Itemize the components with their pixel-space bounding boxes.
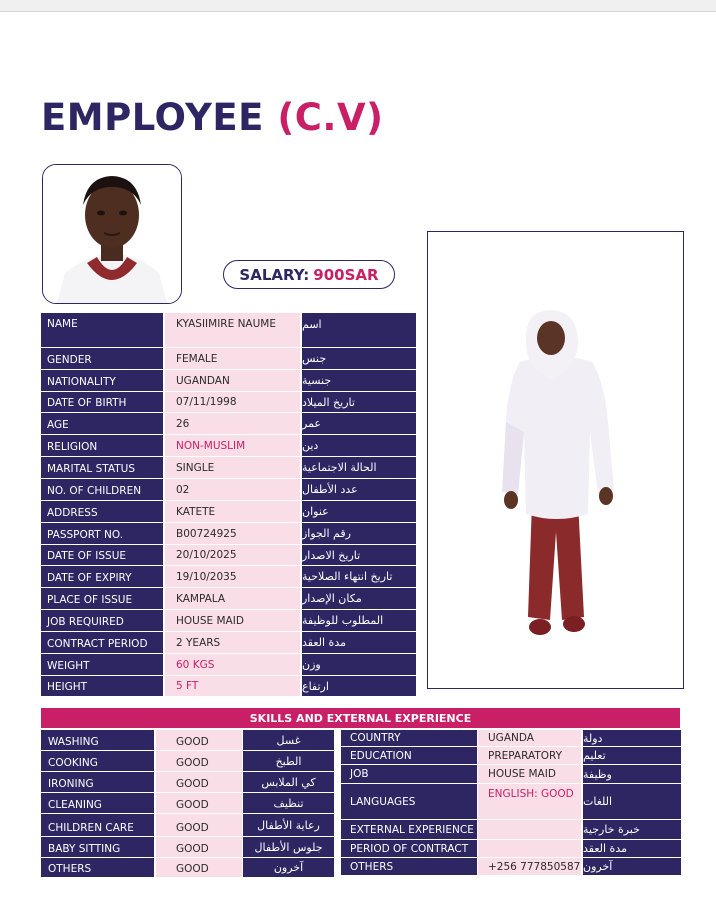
row-label: NO. OF CHILDREN bbox=[41, 479, 163, 500]
row-value: 20/10/2025 bbox=[165, 545, 300, 565]
experience-value: +256 777850587 bbox=[478, 858, 581, 875]
table-row bbox=[341, 784, 681, 820]
experience-arabic: مدة العقد bbox=[583, 840, 681, 857]
row-arabic: تاريخ الميلاد bbox=[302, 392, 416, 412]
skill-label: IRONING bbox=[41, 772, 154, 792]
skill-arabic: كي الملابس bbox=[243, 772, 334, 792]
skill-value: GOOD bbox=[156, 751, 242, 771]
experience-value: UGANDA bbox=[478, 730, 581, 746]
experience-value: HOUSE MAID bbox=[478, 765, 581, 783]
experience-label: COUNTRY bbox=[341, 730, 477, 746]
table-row bbox=[41, 751, 334, 772]
experience-arabic: خبرة خارجية bbox=[583, 820, 681, 839]
row-label: WEIGHT bbox=[41, 654, 163, 675]
row-arabic: تاريخ انتهاء الصلاحية bbox=[302, 566, 416, 587]
row-arabic: عنوان bbox=[302, 501, 416, 522]
skill-label: BABY SITTING bbox=[41, 837, 154, 857]
table-row bbox=[41, 413, 416, 435]
skill-label: WASHING bbox=[41, 730, 154, 750]
row-value: B00724925 bbox=[165, 523, 300, 544]
row-arabic: جنسية bbox=[302, 370, 416, 391]
skill-arabic: جلوس الأطفال bbox=[243, 837, 334, 857]
table-row bbox=[41, 772, 334, 793]
skill-arabic: الطبخ bbox=[243, 751, 334, 771]
table-row bbox=[41, 479, 416, 501]
row-value: 07/11/1998 bbox=[165, 392, 300, 412]
table-row bbox=[41, 501, 416, 523]
experience-arabic: تعليم bbox=[583, 747, 681, 764]
full-body-photo bbox=[427, 231, 684, 689]
table-row bbox=[41, 392, 416, 413]
row-value: 26 bbox=[165, 413, 300, 434]
table-row bbox=[41, 545, 416, 566]
row-value: NON-MUSLIM bbox=[165, 435, 300, 456]
skill-value: GOOD bbox=[156, 730, 242, 750]
table-row bbox=[41, 858, 334, 878]
row-arabic: وزن bbox=[302, 654, 416, 675]
table-row bbox=[341, 858, 681, 876]
row-value: KYASIIMIRE NAUME bbox=[165, 313, 300, 347]
skill-label: CLEANING bbox=[41, 793, 154, 813]
row-value: SINGLE bbox=[165, 457, 300, 478]
row-label: ADDRESS bbox=[41, 501, 163, 522]
top-toolbar-strip bbox=[0, 0, 716, 12]
table-row bbox=[41, 793, 334, 814]
table-row bbox=[41, 523, 416, 545]
skill-value: GOOD bbox=[156, 837, 242, 857]
table-row bbox=[41, 435, 416, 457]
skill-label: COOKING bbox=[41, 751, 154, 771]
row-arabic: دين bbox=[302, 435, 416, 456]
experience-label: JOB bbox=[341, 765, 477, 783]
skill-arabic: آخرون bbox=[243, 858, 334, 877]
row-arabic: الحالة الاجتماعية bbox=[302, 457, 416, 478]
skill-label: CHILDREN CARE bbox=[41, 814, 154, 836]
table-row bbox=[41, 654, 416, 676]
table-row bbox=[41, 348, 416, 370]
row-label: PLACE OF ISSUE bbox=[41, 588, 163, 609]
table-row bbox=[41, 566, 416, 588]
table-row bbox=[41, 313, 416, 348]
row-value: 02 bbox=[165, 479, 300, 500]
experience-label: LANGUAGES bbox=[341, 784, 477, 819]
skills-table bbox=[41, 730, 334, 878]
salary-badge: SALARY: 900SAR bbox=[223, 260, 395, 289]
row-arabic: عدد الأطفال bbox=[302, 479, 416, 500]
row-value: 2 YEARS bbox=[165, 632, 300, 653]
page-title: EMPLOYEE (C.V) bbox=[41, 96, 384, 139]
table-row bbox=[41, 632, 416, 654]
table-row bbox=[41, 837, 334, 858]
table-row bbox=[341, 730, 681, 747]
experience-value: ENGLISH: GOOD bbox=[478, 784, 581, 819]
row-label: DATE OF EXPIRY bbox=[41, 566, 163, 587]
table-row bbox=[41, 610, 416, 632]
row-arabic: عمر bbox=[302, 413, 416, 434]
row-label: DATE OF ISSUE bbox=[41, 545, 163, 565]
experience-arabic: دولة bbox=[583, 730, 681, 746]
row-arabic: ارتفاع bbox=[302, 676, 416, 696]
skills-heading: SKILLS AND EXTERNAL EXPERIENCE bbox=[41, 708, 680, 728]
passport-photo bbox=[42, 164, 182, 304]
row-label: PASSPORT NO. bbox=[41, 523, 163, 544]
skill-value: GOOD bbox=[156, 858, 242, 877]
experience-label: EXTERNAL EXPERIENCE bbox=[341, 820, 477, 839]
experience-label: OTHERS bbox=[341, 858, 477, 875]
row-label: NAME bbox=[41, 313, 163, 347]
row-arabic: مكان الإصدار bbox=[302, 588, 416, 609]
row-arabic: مدة العقد bbox=[302, 632, 416, 653]
experience-value: PREPARATORY bbox=[478, 747, 581, 764]
row-value: UGANDAN bbox=[165, 370, 300, 391]
row-value: 60 KGS bbox=[165, 654, 300, 675]
skill-value: GOOD bbox=[156, 793, 242, 813]
experience-arabic: آخرون bbox=[583, 858, 681, 875]
row-value: KAMPALA bbox=[165, 588, 300, 609]
skill-value: GOOD bbox=[156, 814, 242, 836]
table-row bbox=[41, 814, 334, 837]
skill-arabic: غسل bbox=[243, 730, 334, 750]
skill-arabic: رعاية الأطفال bbox=[243, 814, 334, 836]
row-arabic: رقم الجواز bbox=[302, 523, 416, 544]
experience-table bbox=[341, 730, 681, 878]
row-label: RELIGION bbox=[41, 435, 163, 456]
experience-value bbox=[478, 820, 581, 839]
row-arabic: اسم bbox=[302, 313, 416, 347]
row-label: MARITAL STATUS bbox=[41, 457, 163, 478]
table-row bbox=[41, 370, 416, 392]
row-label: CONTRACT PERIOD bbox=[41, 632, 163, 653]
row-label: JOB REQUIRED bbox=[41, 610, 163, 631]
experience-label: EDUCATION bbox=[341, 747, 477, 764]
skill-arabic: تنظيف bbox=[243, 793, 334, 813]
skill-value: GOOD bbox=[156, 772, 242, 792]
row-label: GENDER bbox=[41, 348, 163, 369]
row-label: NATIONALITY bbox=[41, 370, 163, 391]
row-arabic: جنس bbox=[302, 348, 416, 369]
row-value: KATETE bbox=[165, 501, 300, 522]
row-label: AGE bbox=[41, 413, 163, 434]
row-arabic: المطلوب للوظيفة bbox=[302, 610, 416, 631]
row-value: HOUSE MAID bbox=[165, 610, 300, 631]
experience-label: PERIOD OF CONTRACT bbox=[341, 840, 477, 857]
table-row bbox=[41, 676, 416, 697]
table-row bbox=[341, 765, 681, 784]
row-value: 19/10/2035 bbox=[165, 566, 300, 587]
table-row bbox=[41, 588, 416, 610]
table-row bbox=[341, 747, 681, 765]
row-value: FEMALE bbox=[165, 348, 300, 369]
row-arabic: تاريخ الاصدار bbox=[302, 545, 416, 565]
row-label: DATE OF BIRTH bbox=[41, 392, 163, 412]
table-row bbox=[41, 730, 334, 751]
table-row bbox=[341, 840, 681, 858]
skill-label: OTHERS bbox=[41, 858, 154, 877]
row-label: HEIGHT bbox=[41, 676, 163, 696]
experience-arabic: وظيفة bbox=[583, 765, 681, 783]
experience-arabic: اللغات bbox=[583, 784, 681, 819]
table-row bbox=[341, 820, 681, 840]
experience-value bbox=[478, 840, 581, 857]
table-row bbox=[41, 457, 416, 479]
row-value: 5 FT bbox=[165, 676, 300, 696]
